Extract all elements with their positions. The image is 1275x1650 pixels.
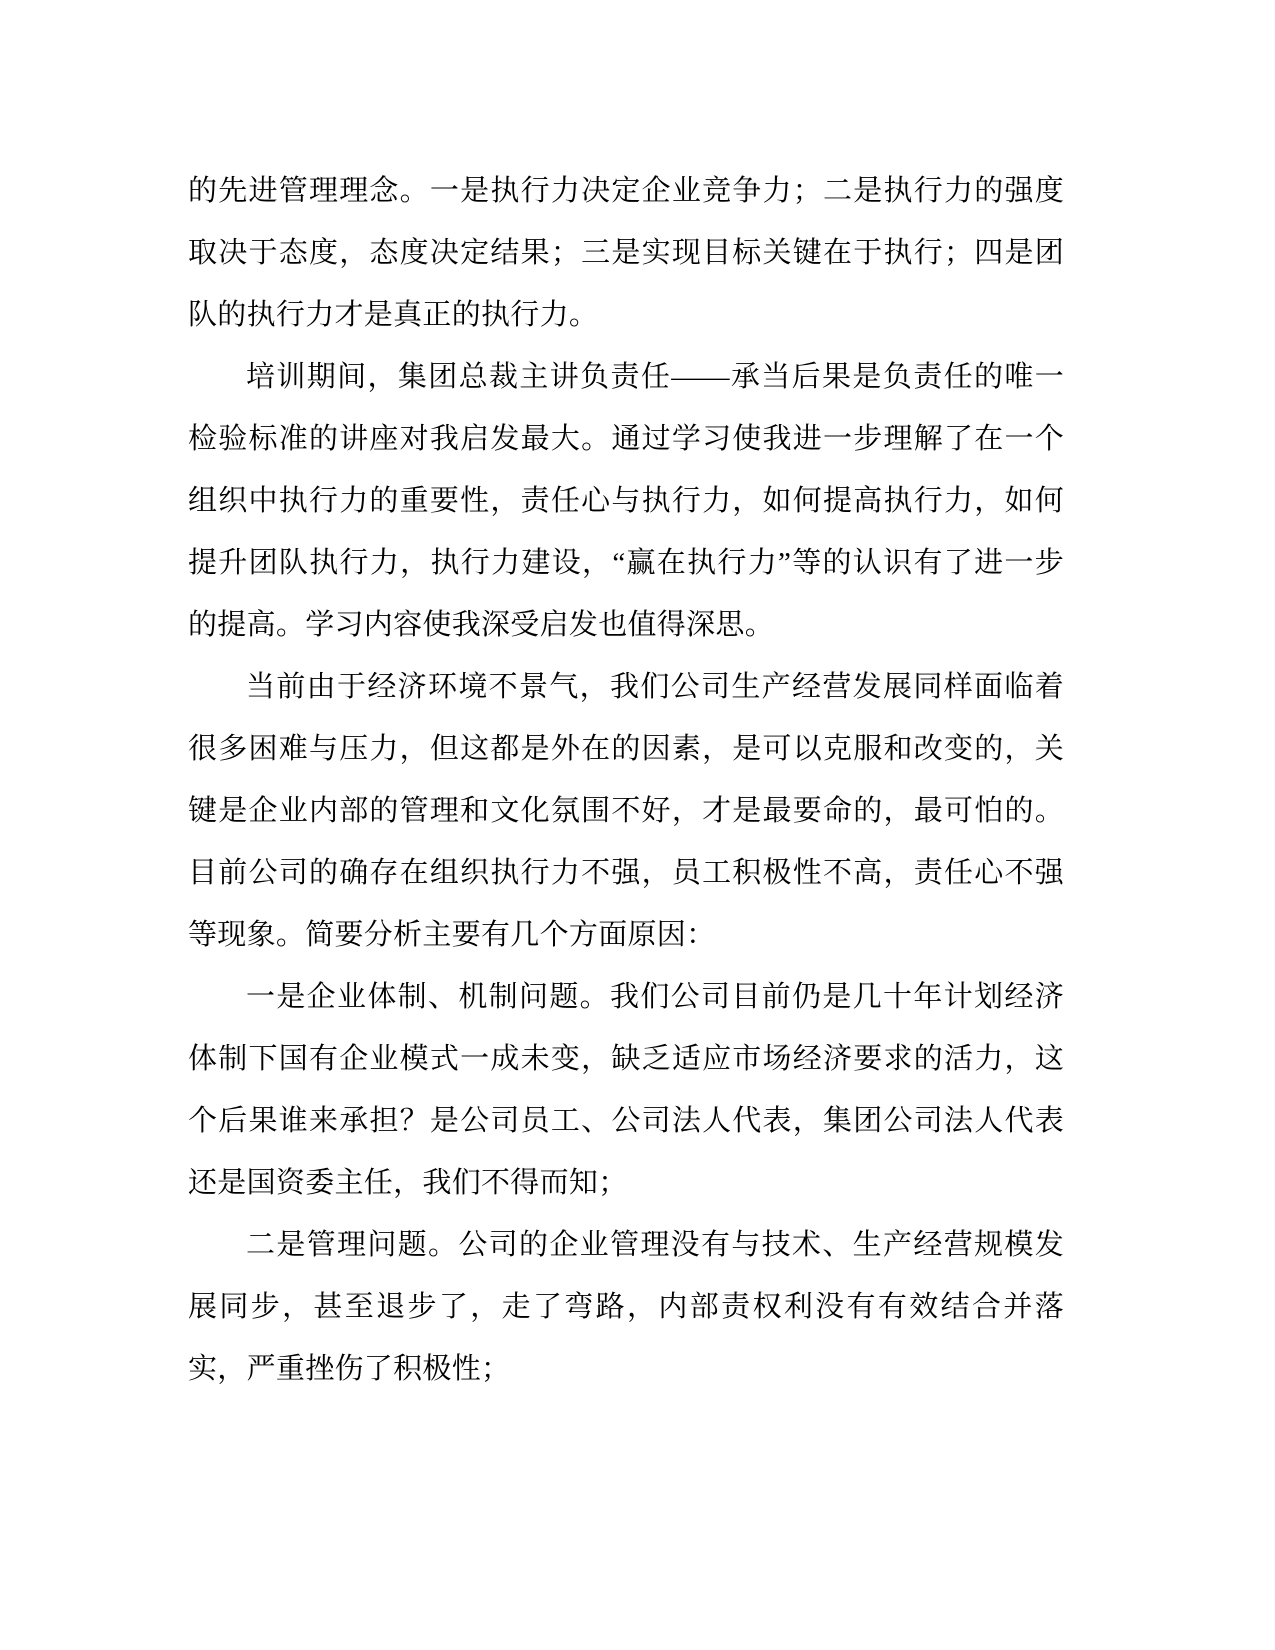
paragraph-training-period: 培训期间，集团总裁主讲负责任——承当后果是负责任的唯一检验标准的讲座对我启发最大。通过学习使我进一步理解了在一个组织中执行力的重要性，责任心与执行力，如何提高执行力，如何提升团队执行力，执行力建设，“赢在执行力”等的认识有了进一步的提高。学习内容使我深受启发也值得深思。 bbox=[188, 361, 1064, 641]
paragraph-reason-two: 二是管理问题。公司的企业管理没有与技术、生产经营规模发展同步，甚至退步了，走了弯路，内部责权利没有有效结合并落实，严重挫伤了积极性； bbox=[188, 1229, 1064, 1385]
document-text-block bbox=[188, 160, 1064, 1400]
paragraph-continuation: 的先进管理理念。一是执行力决定企业竞争力；二是执行力的强度取决于态度，态度决定结果；三是实现目标关键在于执行；四是团队的执行力才是真正的执行力。 bbox=[188, 175, 1064, 331]
paragraph-current-situation: 当前由于经济环境不景气，我们公司生产经营发展同样面临着很多困难与压力，但这都是外在的因素，是可以克服和改变的，关键是企业内部的管理和文化氛围不好，才是最要命的，最可怕的。目前公司的确存在组织执行力不强，员工积极性不高，责任心不强等现象。简要分析主要有几个方面原因： bbox=[188, 671, 1064, 951]
paragraph-reason-one: 一是企业体制、机制问题。我们公司目前仍是几十年计划经济体制下国有企业模式一成未变，缺乏适应市场经济要求的活力，这个后果谁来承担？是公司员工、公司法人代表，集团公司法人代表还是国资委主任，我们不得而知； bbox=[188, 981, 1064, 1199]
